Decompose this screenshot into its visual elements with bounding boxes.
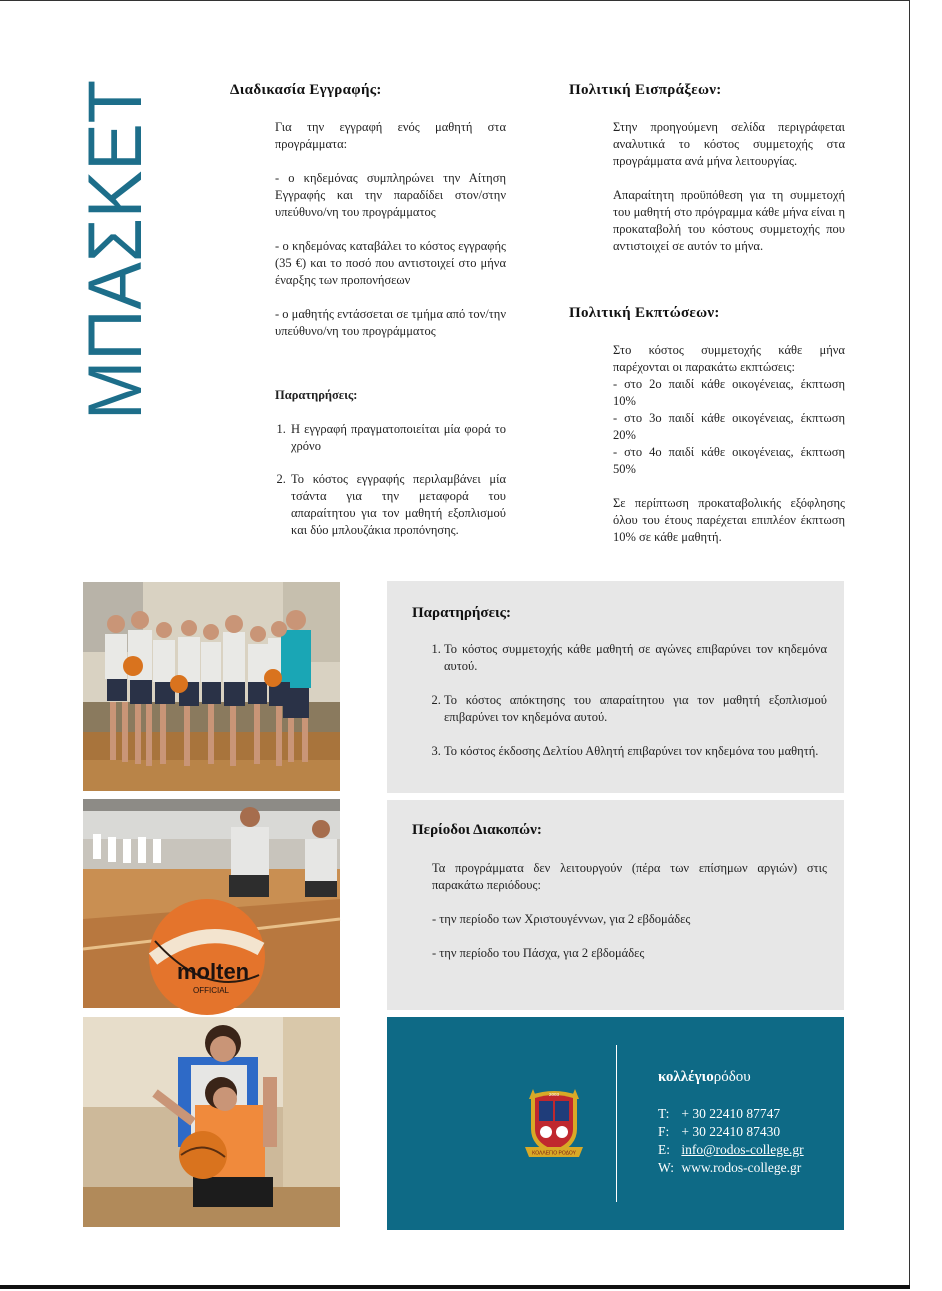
team-huddle-photo	[83, 582, 340, 791]
holidays-intro: Τα προγράμματα δεν λειτουργούν (πέρα των επίσημων αργιών) στις παρακάτω περιόδους:	[432, 861, 827, 892]
remarks-heading: Παρατηρήσεις:	[412, 605, 511, 621]
college-crest-logo	[525, 1085, 583, 1161]
ball-brand-text: molten	[177, 959, 250, 984]
discount-outro: Σε περίπτωση προκαταβολικής εξόφλησης όλου του έτους παρέχεται επιπλέον έκπτωση 10% σε κάθε μαθητή.	[613, 496, 845, 544]
crest-text: ΚΟΛΛΕΓΙΟ ΡΟΔΟΥ	[532, 1150, 576, 1157]
remark-item-2: 2. Το κόστος απόκτησης του απαραίτητου για τον μαθητή εξοπλισμού επιβαρύνει τον κηδεμόνα αυτού.	[444, 692, 827, 726]
college-brand-name	[658, 1069, 751, 1086]
brand-light: ρόδου	[713, 1069, 751, 1085]
discount-policy-text	[613, 342, 845, 546]
remarks-box	[387, 581, 844, 793]
remarks-list	[432, 641, 827, 777]
page-border-right	[909, 0, 910, 1286]
collection-policy-p2: Απαραίτητη προϋπόθεση για τη συμμετοχή του μαθητή στο πρόγραμμα κάθε μήνα είναι η προκαταβολή του κόστους συμμετοχής που αντιστοιχεί σε αυτόν το μήνα.	[613, 188, 845, 253]
email-label: E:	[658, 1142, 670, 1157]
contact-phone-row	[658, 1105, 804, 1123]
ball-official-text: OFFICIAL	[193, 986, 230, 995]
registration-note-2: 2. Το κόστος εγγραφής περιλαμβάνει μία τσάντα για την μεταφορά του απαραίτητου για τον μαθητή εξοπλισμού και δύο μπλουζάκια προπόνησης.	[289, 471, 506, 539]
registration-notes-heading: Παρατηρήσεις:	[275, 388, 358, 402]
phone-value: + 30 22410 87747	[681, 1106, 781, 1121]
phone-label: T:	[658, 1106, 670, 1121]
holidays-item-1: - την περίοδο των Χριστουγέννων, για 2 εβδομάδες	[432, 912, 691, 926]
contact-divider	[616, 1045, 617, 1202]
fax-label: F:	[658, 1124, 670, 1139]
web-label: W:	[658, 1160, 674, 1175]
discount-intro: Στο κόστος συμμετοχής κάθε μήνα παρέχονται οι παρακάτω εκπτώσεις:	[613, 343, 845, 374]
collection-policy-heading: Πολιτική Εισπράξεων:	[569, 82, 722, 98]
page-border-bottom	[0, 1285, 910, 1289]
fax-value: + 30 22410 87430	[681, 1124, 781, 1139]
contact-email-row	[658, 1141, 804, 1159]
registration-note-1: 1. Η εγγραφή πραγματοποιείται μία φορά το χρόνο	[289, 421, 506, 455]
players-photo	[83, 1017, 340, 1227]
web-value: www.rodos-college.gr	[681, 1160, 802, 1175]
remark-item-3: 3. Το κόστος έκδοσης Δελτίου Αθλητή επιβαρύνει τον κηδεμόνα του μαθητή.	[444, 743, 827, 760]
collection-policy-text	[613, 119, 845, 255]
vertical-title	[73, 56, 158, 425]
holidays-item-2: - την περίοδο του Πάσχα, για 2 εβδομάδες	[432, 946, 645, 960]
registration-notes	[275, 421, 506, 555]
discount-item-2: - στο 3ο παιδί κάθε οικογένειας, έκπτωση 20%	[613, 411, 845, 442]
discount-policy-heading: Πολιτική Εκπτώσεων:	[569, 305, 720, 321]
brand-bold: κολλέγιο	[658, 1069, 714, 1085]
contact-panel	[387, 1017, 844, 1230]
holidays-box	[387, 800, 844, 1010]
registration-text	[275, 119, 506, 340]
registration-step-2: - ο κηδεμόνας καταβάλει το κόστος εγγραφής (35 €) και το ποσό που αντιστοιχεί στο μήνα έναρξης των προπονήσεων	[275, 239, 506, 287]
page-border-top	[0, 0, 910, 1]
contact-web-row	[658, 1159, 804, 1177]
registration-step-1: - ο κηδεμόνας συμπληρώνει την Αίτηση Εγγραφής και την παραδίδει στον/στην υπεύθυνο/νη του προγράμματος	[275, 171, 506, 219]
collection-policy-p1: Στην προηγούμενη σελίδα περιγράφεται αναλυτικά το κόστος συμμετοχής στα προγράμματα ανά μήνα λειτουργίας.	[613, 120, 845, 168]
holidays-heading: Περίοδοι Διακοπών:	[412, 822, 542, 838]
registration-step-3: - ο μαθητής εντάσσεται σε τμήμα από τον/την υπεύθυνο/νη του προγράμματος	[275, 307, 506, 338]
discount-item-1: - στο 2ο παιδί κάθε οικογένειας, έκπτωση 10%	[613, 377, 845, 408]
contact-fax-row	[658, 1123, 804, 1141]
contact-details	[658, 1105, 804, 1177]
email-link[interactable]: info@rodos-college.gr	[681, 1142, 804, 1157]
remark-item-1: 1. Το κόστος συμμετοχής κάθε μαθητή σε αγώνες επιβαρύνει τον κηδεμόνα αυτού.	[444, 641, 827, 675]
basketball-court-photo	[83, 799, 340, 1008]
crest-year: 2003	[548, 1092, 560, 1097]
holidays-text	[432, 860, 827, 962]
vertical-title-text: ΜΠΑΣΚΕΤ	[73, 56, 158, 420]
registration-heading: Διαδικασία Εγγραφής:	[230, 82, 382, 98]
discount-item-3: - στο 4ο παιδί κάθε οικογένειας, έκπτωση 50%	[613, 445, 845, 476]
registration-intro: Για την εγγραφή ενός μαθητή στα προγράμματα:	[275, 120, 506, 151]
